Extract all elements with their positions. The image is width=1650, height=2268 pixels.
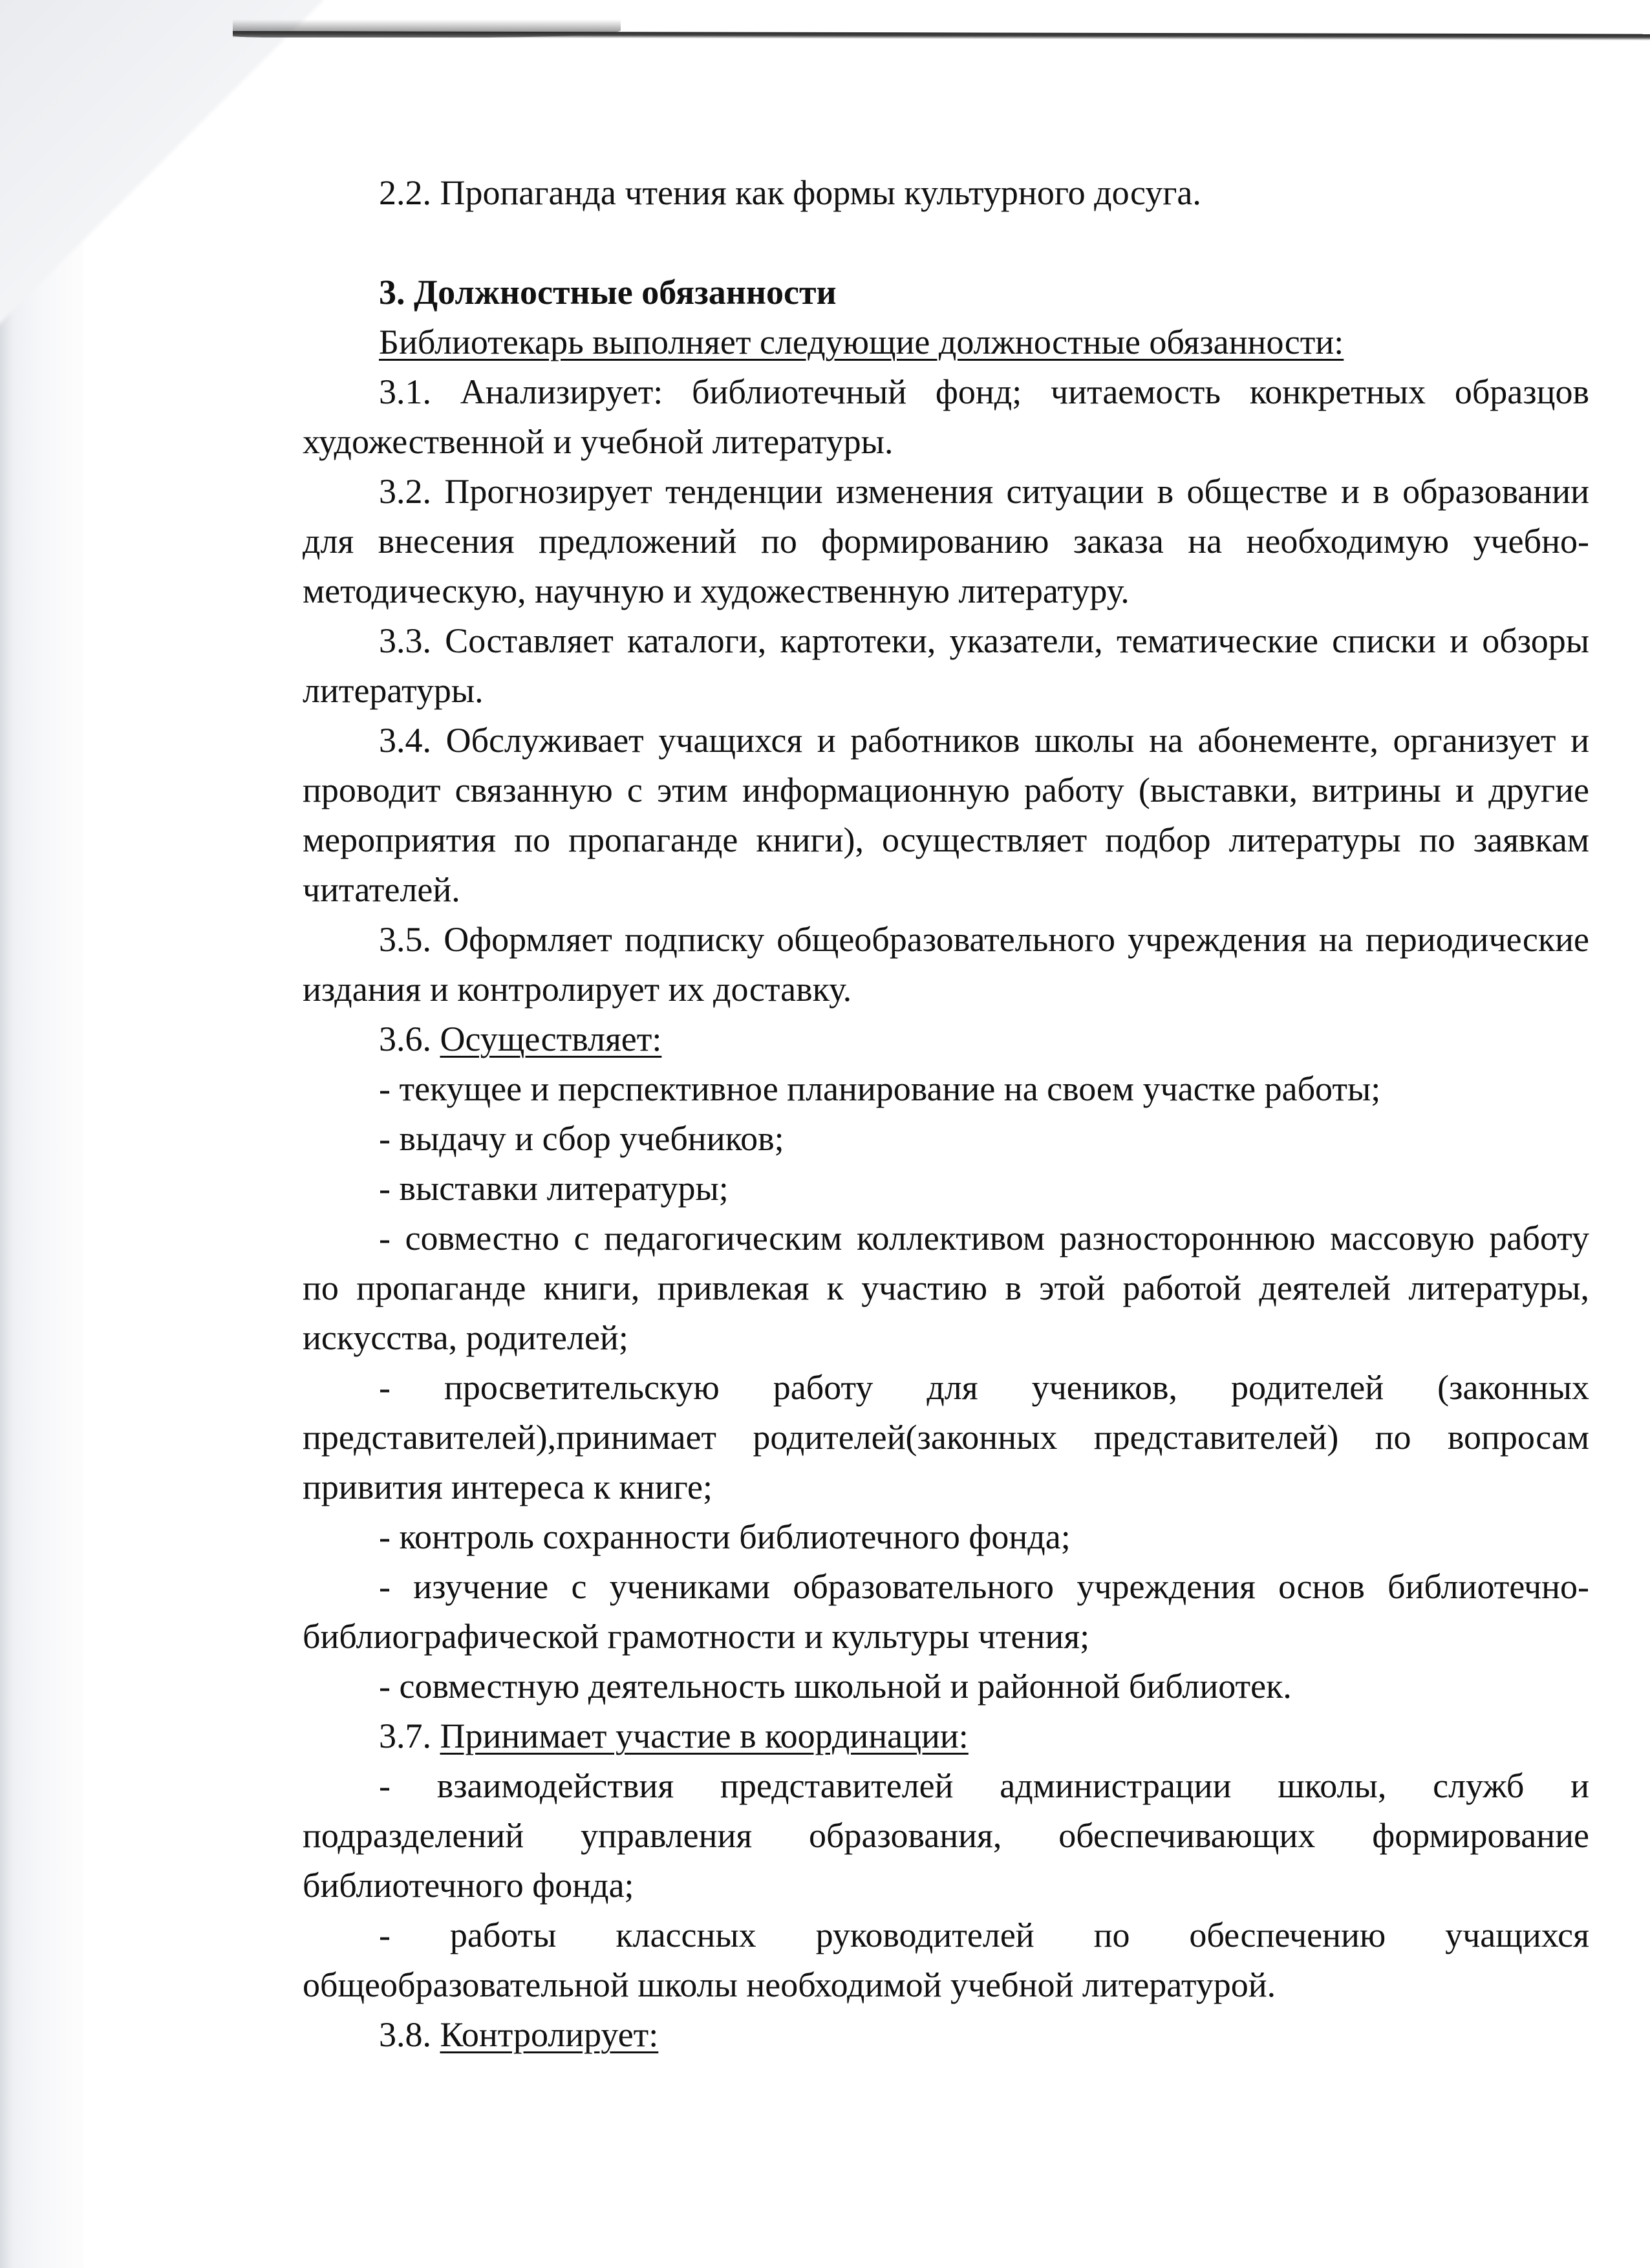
bullet-item: - взаимодействия представителей администрации школы, служб и подразделений управления образования, обеспечивающих формирование библиотечного фонда; — [303, 1766, 1589, 1905]
section-heading: 3. Должностные обязанности — [379, 273, 837, 312]
item-number: 3.6. — [379, 1020, 431, 1058]
item-label: Контролирует: — [440, 2015, 659, 2054]
bullet-item: - выставки литературы; — [379, 1169, 729, 1208]
bullet-item: - изучение с учениками образовательного учреждения основ библиотечно-библиографической грамотности и культуры чтения; — [303, 1567, 1589, 1656]
item-3-4 — [303, 716, 1589, 915]
item-3-6-label — [303, 1014, 1589, 1064]
section-intro — [303, 317, 1589, 367]
item-number: 3.1. — [379, 372, 431, 411]
item-label: Принимает участие в координации: — [440, 1717, 969, 1755]
item-text: Пропаганда чтения как формы культурного досуга. — [440, 173, 1201, 212]
item-number: 2.2. — [379, 173, 431, 212]
item-text: Прогнозирует тенденции изменения ситуации в обществе и в образовании для внесения предложений по формированию заказа на необходимую учебно-методическую, научную и художественную литературу. — [303, 472, 1590, 610]
item-3-8-label — [303, 2010, 1589, 2060]
item-label: Осуществляет: — [440, 1020, 662, 1058]
bullet-item: - текущее и перспективное планирование на своем участке работы; — [379, 1069, 1381, 1108]
item-number: 3.7. — [379, 1717, 431, 1755]
item-text: Анализирует: библиотечный фонд; читаемость конкретных образцов художественной и учебной литературы. — [303, 372, 1589, 461]
bullet-item: - совместно с педагогическим коллективом разностороннюю массовую работу по пропаганде книги, привлекая к участию в этой работой деятелей литературы, искусства, родителей; — [303, 1219, 1589, 1357]
item-3-5 — [303, 915, 1589, 1014]
item-number: 3.5. — [379, 920, 431, 959]
item-number: 3.4. — [379, 721, 431, 760]
bullet-item: - контроль сохранности библиотечного фонда; — [379, 1517, 1071, 1556]
item-3-7-label — [303, 1711, 1589, 1761]
item-text: Оформляет подписку общеобразовательного учреждения на периодические издания и контролирует их доставку. — [303, 920, 1589, 1009]
bullet-item: - просветительскую работу для учеников, родителей (законных представителей),принимает родителей(законных представителей) по вопросам привития интереса к книге; — [303, 1368, 1589, 1506]
bullet-item: - работы классных руководителей по обеспечению учащихся общеобразовательной школы необходимой учебной литературой. — [303, 1916, 1589, 2004]
item-3-1 — [303, 367, 1589, 467]
item-3-3 — [303, 616, 1589, 716]
document-page — [303, 168, 1589, 2060]
section-intro-text: Библиотекарь выполняет следующие должностные обязанности: — [379, 323, 1344, 361]
bullet-item: - совместную деятельность школьной и районной библиотек. — [379, 1667, 1292, 1706]
item-number: 3.2. — [379, 472, 431, 511]
item-number: 3.3. — [379, 621, 431, 660]
item-3-2 — [303, 467, 1589, 616]
page-top-edge — [233, 31, 1650, 41]
item-text: Обслуживает учащихся и работников школы на абонементе, организует и проводит связанную с этим информационную работу (выставки, витрины и другие мероприятия по пропаганде книги), осуществляет подбор литературы по заявкам читателей. — [303, 721, 1589, 909]
item-text: Составляет каталоги, картотеки, указатели, тематические списки и обзоры литературы. — [303, 621, 1589, 710]
item-2-2 — [303, 168, 1589, 218]
bullet-item: - выдачу и сбор учебников; — [379, 1119, 784, 1158]
folded-page-corner — [0, 0, 323, 388]
item-number: 3.8. — [379, 2015, 431, 2054]
